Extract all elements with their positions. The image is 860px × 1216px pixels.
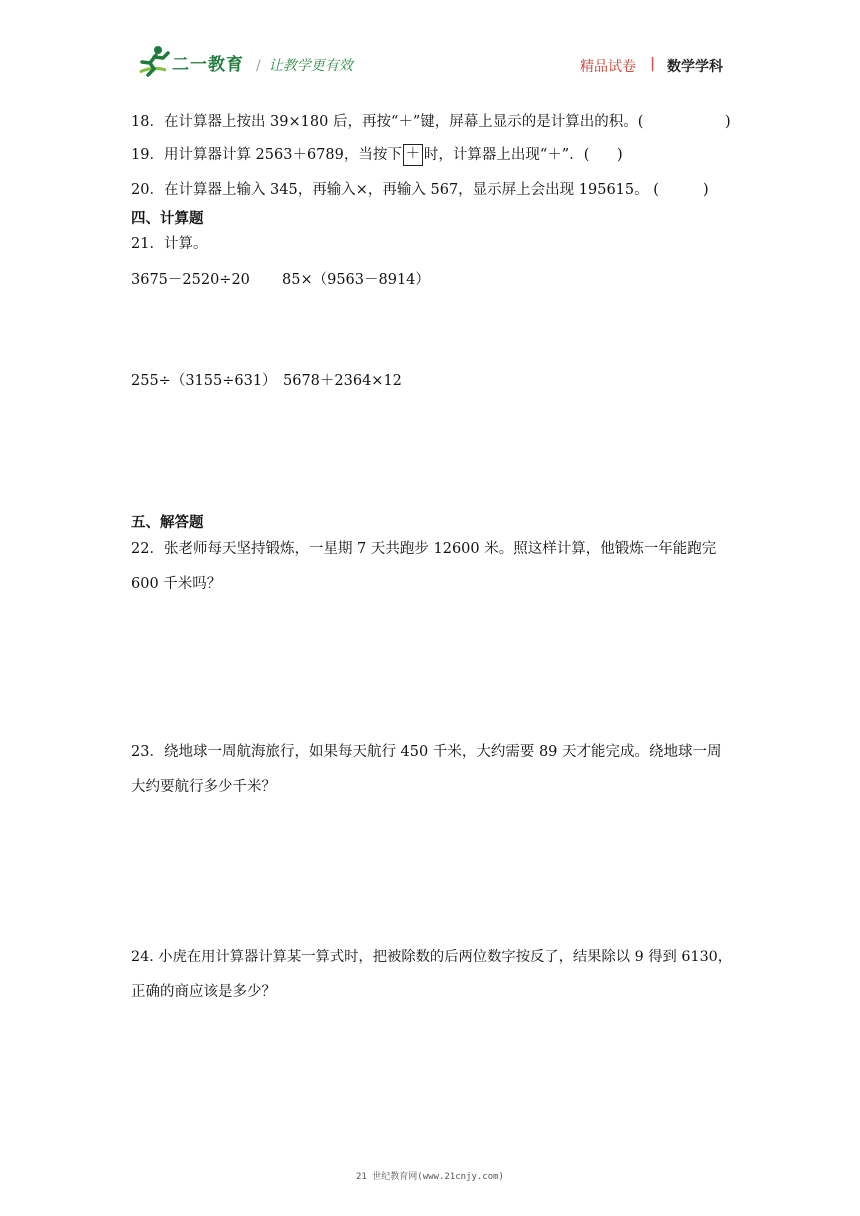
header-separator: | — [650, 56, 656, 72]
expression-4: 5678＋2364×12 — [283, 373, 402, 389]
slogan-separator: / — [256, 58, 261, 74]
runner-logo-icon — [136, 44, 176, 80]
question-19-close: ) — [617, 147, 623, 163]
question-24-line-1: 24. 小虎在用计算器计算某一算式时，把被除数的后两位数字按反了，结果除以 9 得到 6130， — [131, 949, 733, 965]
expression-2: 85×（9563－8914） — [282, 272, 430, 288]
question-24-line-2: 正确的商应该是多少？ — [131, 984, 276, 1000]
brand-logo — [136, 44, 248, 80]
question-20: 20．在计算器上输入 345，再输入×，再输入 567，显示屏上会出现 195615。 ( — [131, 182, 659, 198]
section-4-title: 四、计算题 — [131, 211, 204, 227]
header-slogan — [256, 55, 353, 75]
expression-1: 3675－2520÷20 — [131, 272, 250, 288]
logo-text: 二一教育 — [172, 55, 244, 75]
question-22-line-2: 600 千米吗？ — [131, 576, 222, 592]
question-23-line-2: 大约要航行多少千米？ — [131, 779, 276, 795]
question-19 — [131, 144, 589, 166]
question-18: 18．在计算器上按出 39×180 后，再按“＋”键，屏幕上显示的是计算出的积。( — [131, 114, 644, 130]
expression-3: 255÷（3155÷631） — [131, 373, 277, 389]
question-20-close: ) — [703, 182, 709, 198]
question-21: 21．计算。 — [131, 236, 208, 252]
slogan-text: 让教学更有效 — [268, 58, 353, 74]
question-22-line-1: 22．张老师每天坚持锻炼，一星期 7 天共跑步 12600 米。照这样计算，他锻炼一年能跑完 — [131, 541, 717, 557]
page-footer: 21 世纪教育网(www.21cnjy.com) — [356, 1172, 504, 1182]
question-23-line-1: 23．绕地球一周航海旅行，如果每天航行 450 千米，大约需要 89 天才能完成。绕地球一周 — [131, 744, 722, 760]
section-5-title: 五、解答题 — [131, 515, 204, 531]
header-label-premium: 精品试卷 — [580, 59, 636, 75]
question-19-text-after: 时，计算器上出现“＋”．( — [423, 147, 590, 163]
header-label-subject: 数学学科 — [667, 59, 723, 75]
question-18-close: ) — [725, 114, 731, 130]
question-19-text-before: 19．用计算器计算 2563＋6789，当按下 — [131, 147, 402, 163]
plus-key-box: ＋ — [403, 144, 423, 166]
